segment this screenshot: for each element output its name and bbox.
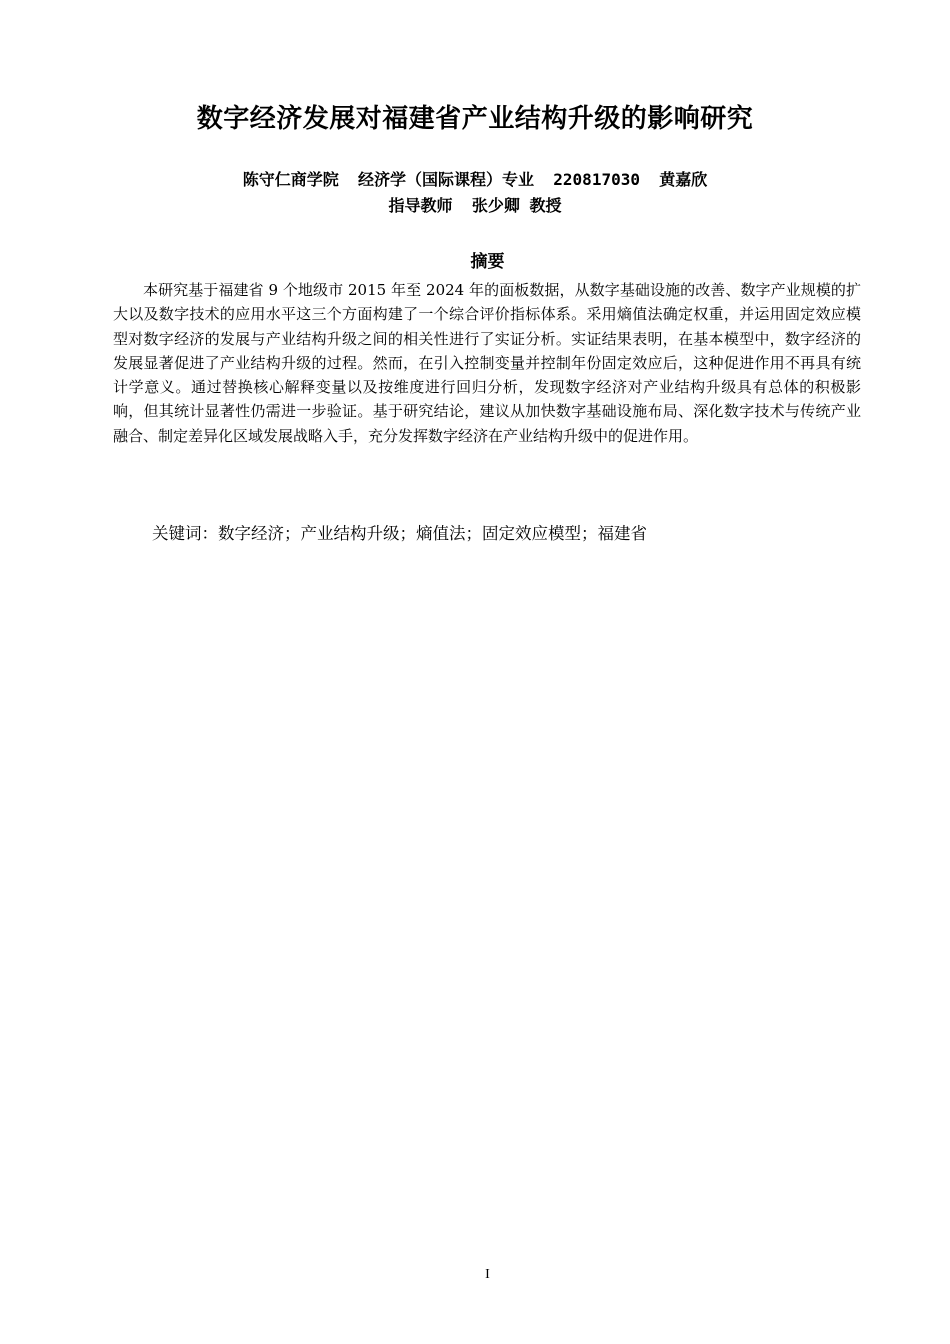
- advisor-info: 指导教师 张少卿 教授: [388, 196, 562, 215]
- abstract-heading: 摘要: [470, 252, 505, 272]
- page-number: I: [485, 1267, 490, 1282]
- abstract-text: 本研究基于福建省 9 个地级市 2015 年至 2024 年的面板数据，从数字基础设施的改善、数字产业规模的扩大以及数字技术的应用水平这三个方面构建了一个综合评价指标体系。采用熵值法确定权重，并运用固定效应模型对数字经济的发展与产业结构升级之间的相关性进行了实证分析。实证结果表明，在基本模型中，数字经济的发展显著促进了产业结构升级的过程。然而，在引入控制变量并控制年份固定效应后，这种促进作用不再具有统计学意义。通过替换核心解释变量以及按维度进行回归分析，发现数字经济对产业结构升级具有总体的积极影响，但其统计显著性仍需进一步验证。基于研究结论，建议从加快数字基础设施布局、深化数字技术与传统产业融合、制定差异化区域发展战略入手，充分发挥数字经济在产业结构升级中的促进作用。: [113, 281, 861, 445]
- author-info: 陈守仁商学院 经济学（国际课程）专业 220817030 黄嘉欣: [242, 170, 708, 189]
- paper-title: 数字经济发展对福建省产业结构升级的影响研究: [196, 104, 754, 134]
- keywords-line: 关键词：数字经济；产业结构升级；熵值法；固定效应模型；福建省: [152, 524, 647, 543]
